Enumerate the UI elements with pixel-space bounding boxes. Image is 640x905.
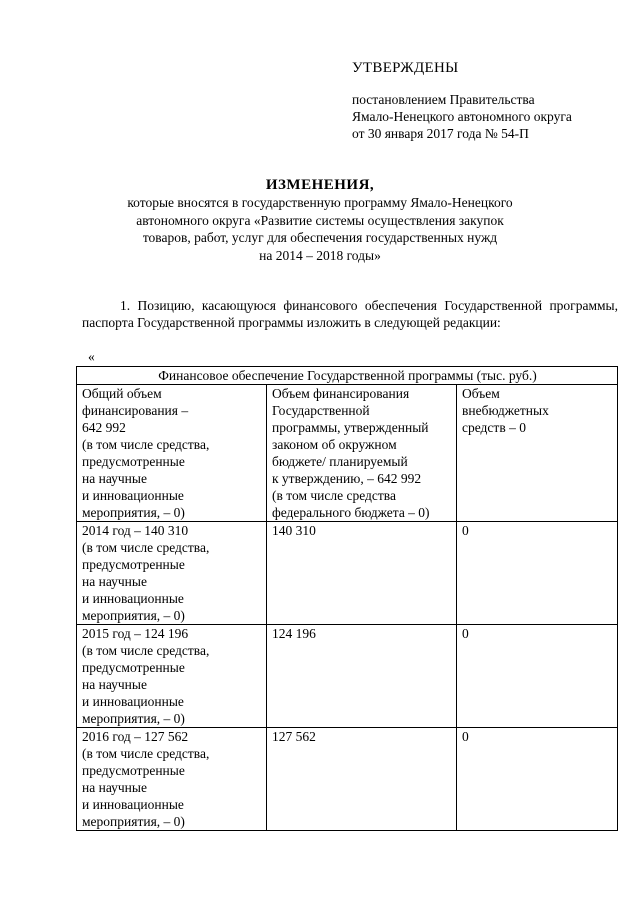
table-header: Финансовое обеспечение Государственной программы (тыс. руб.) [77, 367, 618, 385]
cell-line: 140 310 [272, 523, 316, 538]
cell-line: 2014 год – 140 310 [82, 523, 189, 538]
cell-line: к утверждению, – 642 992 [272, 471, 422, 486]
cell-line: Государственной [272, 403, 370, 418]
heading-line: товаров, работ, услуг для обеспечения государственных нужд [142, 230, 498, 245]
cell-line: 124 196 [272, 626, 316, 641]
cell-line: внебюджетных [462, 403, 549, 418]
cell-line: федерального бюджета – 0) [272, 505, 430, 520]
table-row [77, 522, 618, 625]
cell-line: законом об окружном [272, 437, 397, 452]
cell-line: программы, утвержденный [272, 420, 429, 435]
cell-line: предусмотренные [82, 454, 185, 469]
table-row [77, 728, 618, 831]
table-cell [457, 522, 618, 625]
cell-line: средств – 0 [462, 420, 526, 435]
table-cell [77, 625, 267, 728]
cell-line: и инновационные [82, 488, 184, 503]
table-cell [77, 728, 267, 831]
cell-line: на научные [82, 780, 147, 795]
cell-line: мероприятия, – 0) [82, 814, 185, 829]
document-heading [100, 176, 540, 264]
cell-line: и инновационные [82, 694, 184, 709]
approval-line: от 30 января 2017 года № 54-П [352, 126, 529, 141]
table-header-row [77, 367, 618, 385]
cell-line: и инновационные [82, 591, 184, 606]
table-cell [267, 728, 457, 831]
heading-title: ИЗМЕНЕНИЯ, [265, 177, 375, 193]
cell-line: 0 [462, 729, 469, 744]
cell-line: предусмотренные [82, 557, 185, 572]
table-cell [267, 385, 457, 522]
cell-line: мероприятия, – 0) [82, 711, 185, 726]
cell-line: Объем финансирования [272, 386, 410, 401]
heading-line: на 2014 – 2018 годы» [259, 247, 381, 263]
table-cell [77, 385, 267, 522]
cell-line: предусмотренные [82, 763, 185, 778]
cell-line: (в том числе средства, [82, 437, 210, 452]
table-cell [457, 385, 618, 522]
opening-quote: « [88, 349, 95, 364]
approval-title: УТВЕРЖДЕНЫ [352, 60, 459, 76]
cell-line: 642 992 [82, 420, 126, 435]
table-row [77, 385, 618, 522]
cell-line: 0 [462, 626, 469, 641]
cell-line: Общий объем [82, 386, 162, 401]
table-cell [457, 728, 618, 831]
cell-line: бюджете/ планируемый [272, 454, 408, 469]
cell-line: (в том числе средства, [82, 643, 210, 658]
table-row [77, 625, 618, 728]
cell-line: (в том числе средства [272, 488, 396, 503]
cell-line: финансирования – [82, 403, 189, 418]
heading-line: которые вносятся в государственную программу Ямало-Ненецкого [127, 195, 513, 210]
heading-line: автономного округа «Развитие системы осуществления закупок [136, 212, 504, 228]
table-cell [267, 522, 457, 625]
cell-line: 0 [462, 523, 469, 538]
cell-line: (в том числе средства, [82, 746, 210, 761]
paragraph-text: 1. Позицию, касающуюся финансового обеспечения Государственной программы, паспорта Государственной программы изложить в следующей редакции: [82, 298, 618, 330]
cell-line: на научные [82, 677, 147, 692]
body-paragraph [82, 297, 618, 331]
cell-line: 2015 год – 124 196 [82, 626, 189, 641]
table-cell [267, 625, 457, 728]
cell-line: мероприятия, – 0) [82, 608, 185, 623]
cell-line: на научные [82, 574, 147, 589]
cell-line: и инновационные [82, 797, 184, 812]
approval-block [352, 60, 622, 142]
cell-line: 2016 год – 127 562 [82, 729, 189, 744]
approval-line: Ямало-Ненецкого автономного округа [352, 109, 572, 124]
table-cell [77, 522, 267, 625]
table-cell [457, 625, 618, 728]
cell-line: на научные [82, 471, 147, 486]
cell-line: Объем [462, 386, 500, 401]
financing-table [76, 366, 618, 831]
approval-line: постановлением Правительства [352, 92, 535, 107]
cell-line: предусмотренные [82, 660, 185, 675]
cell-line: 127 562 [272, 729, 316, 744]
cell-line: (в том числе средства, [82, 540, 210, 555]
cell-line: мероприятия, – 0) [82, 505, 185, 520]
